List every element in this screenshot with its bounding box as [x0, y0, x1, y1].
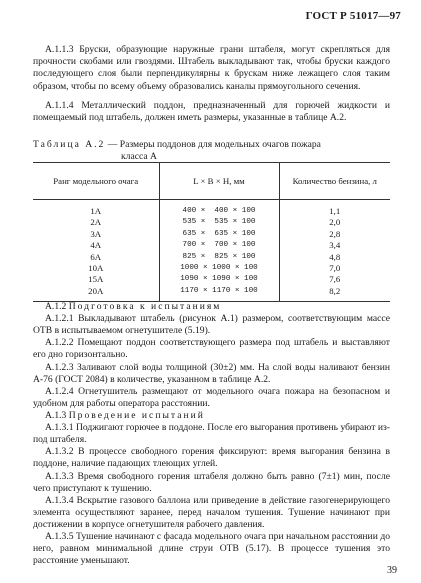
- standard-header: ГОСТ Р 51017—97: [305, 10, 401, 22]
- paragraph-a123: А.1.2.3 Заливают слой воды толщиной (30±2) мм. На слой воды наливают бензин А-76 (ГОСТ 2084) в количестве, указанном в таблице А.2.: [33, 362, 390, 386]
- header-dimensions: L × B × H, мм: [159, 163, 279, 200]
- table-body-row: [33, 200, 390, 302]
- paragraph-a113: А.1.1.3 Бруски, образующие наружные грани штабеля, могут скрепляться для прочности скобами или гвоздями. Штабель выкладывают так, чтобы бруски каждого последующего слоя были перпендикулярны к брускам ниже лежащего слоя таким образом, чтобы по всему объему образовались каналы прямоугольного сечения.: [33, 44, 390, 92]
- paragraph-a132: А.1.3.2 В процессе свободного горения фиксируют: время выгорания бензина в поддоне, наличие падающих тлеющих углей.: [33, 446, 390, 470]
- page-number: 39: [387, 565, 397, 576]
- paragraph-a124: А.1.2.4 Огнетушитель размещают от модельного очага пожара на безопасном и удобном для работы оператора расстоянии.: [33, 386, 390, 410]
- section-a13-number: А.1.3: [45, 410, 67, 421]
- fuel-column: 1,1 2,0 2,8 3,4 4,8 7,0 7,6 8,2: [279, 200, 390, 302]
- rank-column: 1А 2А 3А 4А 6А 10А 15А 20А: [33, 200, 159, 302]
- paragraph-a121: А.1.2.1 Выкладывают штабель (рисунок А.1) размером, соответствующим массе ОТВ в испытываемом огнетушителе (5.19).: [33, 313, 390, 337]
- paragraph-a133: А.1.3.3 Время свободного горения штабеля должно быть равно (7±1) мин, после чего приступают к тушению.: [33, 471, 390, 495]
- section-a13-heading: [33, 410, 390, 422]
- section-a12-number: А.1.2: [45, 301, 67, 312]
- header-fuel: Количество бензина, л: [279, 163, 390, 200]
- dimensions-column: 400 × 400 × 100 535 × 535 × 100 635 × 635 × 100 700 × 700 × 100 825 × 825 × 100 1000 × 1000 × 100 1090 × 1090 × 100 1170 × 1170 × 100: [159, 200, 279, 302]
- paragraph-a134: А.1.3.4 Вскрытие газового баллона или приведение в действие газогенерирующего элемента осуществляют заранее, перед началом тушения. Тушение начинают при достижении в корпусе огнетушителя рабочего давления.: [33, 495, 390, 531]
- table-caption-line1: — Размеры поддонов для модельных очагов пожара: [107, 139, 321, 150]
- paragraph-a131: А.1.3.1 Поджигают горючее в поддоне. После его выгорания противень убирают из-под штабеля.: [33, 422, 390, 446]
- paragraph-a114: А.1.1.4 Металлический поддон, предназначенный для горючей жидкости и помещаемый под штабель, должен иметь размеры, указанные в таблице А.2.: [33, 100, 390, 124]
- pallet-size-table: [33, 162, 390, 302]
- section-a13-title: Проведение испытаний: [68, 410, 205, 421]
- table-header-row: [33, 163, 390, 200]
- paragraph-a122: А.1.2.2 Помещают поддон соответствующего размера под штабель и выставляют его дно горизонтально.: [33, 337, 390, 361]
- table-label: Таблица А.2: [33, 139, 106, 150]
- section-a12-title: Подготовка к испытаниям: [68, 301, 222, 312]
- table-caption: [33, 139, 390, 151]
- section-a12-heading: [33, 301, 390, 313]
- header-rank: Ранг модельного очага: [33, 163, 159, 200]
- table-caption-line2: класса А: [121, 151, 157, 162]
- paragraph-a135: А.1.3.5 Тушение начинают с фасада модельного очага при начальном расстоянии до него, равном минимальной длине струи ОТВ (5.17). В процессе тушения это расстояние уменьшают.: [33, 531, 390, 567]
